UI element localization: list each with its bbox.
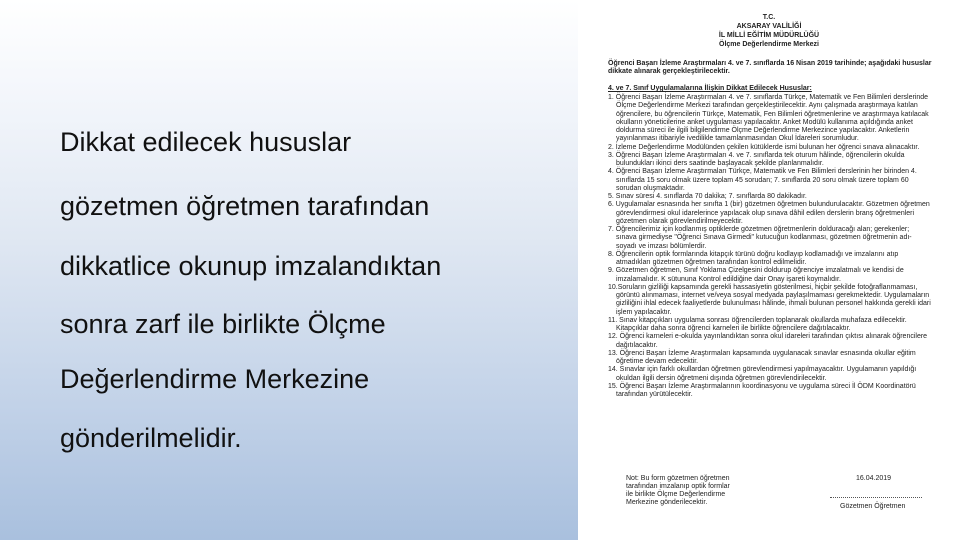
- doc-item-line: dağıtılacaktır.: [616, 341, 658, 349]
- doc-note-line: ile birlikte Ölçme Değerlendirme: [626, 491, 726, 498]
- doc-item-line: Ölçme Değerlendirme Merkezi tarafından gerçekleştirilecektir. Aynı çalışmada araştırmaya katılan: [616, 102, 918, 110]
- doc-item-line: 3. Öğrenci Başarı İzleme Araştırmaları 4. ve 7. sınıflarda tek oturum hâlinde, öğrencilerin okulda: [608, 151, 905, 159]
- doc-item-line: işlem yapılacaktır.: [616, 308, 672, 316]
- doc-item-line: doldurma süreci ile ilgili bilgilendirme Ölçme Değerlendirme Merkezince yapılacaktır. Anketlerin: [616, 127, 910, 134]
- doc-item-line: 8. Öğrencilerin optik formlarında kitapçık türünü doğru kodlayıp kodlamadığı ve imzalarını atıp: [608, 250, 899, 258]
- doc-section-title: 4. ve 7. Sınıf Uygulamalarına İlişkin Dikkat Edilecek Hususlar:: [608, 85, 812, 92]
- doc-item-line: 9. Gözetmen öğretmen, Sınıf Yoklama Çizelgesini doldurup öğrenciye imzalatmalı ve kendisi de: [608, 267, 904, 275]
- main-text-line: Değerlendirme Merkezine: [60, 364, 370, 394]
- doc-note-line: tarafından imzalanıp optik formlar: [626, 483, 730, 490]
- doc-item-line: 4. Öğrenci Başarı İzleme Araştırmaları Türkçe, Matematik ve Fen Bilimleri derslerinin her birinden 4.: [608, 168, 917, 176]
- doc-item-line: 10.Soruların gizliliği kapsamında gerekli hassasiyetin gösterilmesi, hiçbir şekilde fotoğraflanmaması,: [608, 283, 918, 291]
- doc-item-line: okulların yöneticilerine anket uygulaması yapılacaktır. Anket Modülü kullanıma açıldığında anket: [616, 118, 913, 126]
- main-text-line: gönderilmelidir.: [60, 423, 242, 453]
- doc-note-line: Not: Bu form gözetmen öğretmen: [626, 475, 730, 482]
- doc-date: 16.04.2019: [856, 475, 892, 482]
- doc-intro-line: dikkate alınarak gerçekleştirilecektir.: [608, 68, 730, 75]
- doc-item-line: tarafından yürütülecektir.: [616, 391, 693, 398]
- doc-item-line: gizliliğini ihlal edecek faaliyetlerde bulunulması hâlinde, ihmali bulunan personel hakkında gerekli idari: [616, 300, 931, 308]
- doc-item-line: sınava girmediyse "Öğrenci Sınava Girmedi" kutucuğun kodlanması, gözetmen öğretmenin adı-: [616, 234, 912, 242]
- document-image: [578, 0, 960, 540]
- doc-item-line: 6. Uygulamalar esnasında her sınıfta 1 (bir) gözetmen öğretmen bulundurulacaktır. Gözetmen öğretmen: [608, 201, 930, 209]
- doc-item-line: 14. Sınavlar için farklı okullardan öğretmen görevlendirmesi yapılmayacaktır. Uygulamanın yapıldığı: [608, 366, 917, 374]
- doc-item-line: yayınlanması itibariyle ivedilikle tamamlanmasından Okul İdareleri sorumludur.: [616, 135, 859, 143]
- doc-signature-label: Gözetmen Öğretmen: [840, 503, 906, 510]
- doc-item-line: 12. Öğrenci karneleri e-okulda yayınlandıktan sonra okul idareleri tarafından çıktısı alınarak öğrencilere: [608, 333, 928, 341]
- doc-item-line: 15. Öğrenci Başarı İzleme Araştırmalarının koordinasyonu ve uygulama süreci İl ÖDM Koordinatörü: [608, 382, 916, 390]
- doc-header-line: Ölçme Değerlendirme Merkezi: [719, 41, 819, 48]
- doc-item-line: 11. Sınav kitapçıkları uygulama sonrası öğrencilerden toplanarak okullarda muhafaza edilecektir.: [608, 316, 907, 324]
- doc-item-line: atmadıkları gözetmen öğretmen tarafından kontrol edilmelidir.: [616, 259, 807, 266]
- main-text-line: dikkatlice okunup imzalandıktan: [60, 251, 442, 281]
- doc-item-line: görevlendirmesi okul idarelerince yapılacak olup sınava dâhil edilen derslerin branş öğretmenleri: [616, 209, 915, 217]
- doc-item-line: öğretime devam edecektir.: [616, 358, 699, 365]
- doc-note-line: Merkezine gönderilecektir.: [626, 499, 708, 506]
- doc-header-line: AKSARAY VALİLİĞİ: [736, 23, 802, 30]
- doc-item-line: 7. Öğrencilerimiz için kodlanmış optiklerde gözetmen öğretmenlerin dolduracağı alan; gerekenler;: [608, 226, 910, 233]
- doc-item-line: gözetmen olarak görevlendirilmeyecektir.: [616, 217, 743, 225]
- doc-item-line: sınıflarda 15 soru olmak üzere toplam 45 sorudan; 7. sınıflarda 20 soru olmak üzere toplam 60: [616, 176, 909, 184]
- doc-item-line: imzalamalıdır. K sütununa Kontrol edildiğine dair Onay işareti koymalıdır.: [616, 275, 841, 283]
- doc-item-line: Kitapçıklar daha sonra öğrenci karneleri ile birlikte öğrencilere dağıtılacaktır.: [616, 325, 851, 332]
- doc-item-line: 2. İzleme Değerlendirme Modülünden çekilen kütüklerde ismi bulunan her öğrenci sınava alınacaktır.: [608, 143, 920, 151]
- doc-intro-line: Öğrenci Başarı İzleme Araştırmaları 4. ve 7. sınıflarda 16 Nisan 2019 tarihinde; aşağıdaki hususlar: [608, 60, 932, 67]
- doc-header-line: T.C.: [762, 14, 776, 21]
- main-text-line: gözetmen öğretmen tarafından: [60, 191, 430, 221]
- main-text-line: Dikkat edilecek hususlar: [60, 127, 352, 157]
- doc-item-line: bulundukları ikinci ders saatinde başlayacak şekilde planlanmalıdır.: [616, 160, 824, 167]
- doc-item-line: 13. Öğrenci Başarı İzleme Araştırmaları kapsamında uygulanacak sınavlar esnasında okullar eğitim: [608, 349, 916, 357]
- doc-item-line: soyadı ve imzası bölümlerdir.: [616, 242, 707, 250]
- doc-item-line: okuldan ilgili dersin öğretmeni dışında öğretmen görevlendirilecektir.: [616, 374, 827, 382]
- signature-line: [830, 497, 922, 498]
- doc-item-line: 1. Öğrenci Başarı İzleme Araştırmaları 4. ve 7. sınıflarda Türkçe, Matematik ve Fen Bilimleri derslerinde: [608, 94, 929, 101]
- doc-item-line: sorudan oluşmaktadır.: [616, 184, 685, 192]
- doc-item-line: 5. Sınav süresi 4. sınıflarda 70 dakika; 7. sınıflarda 80 dakikadır.: [608, 193, 807, 200]
- doc-item-line: öğrencilere, bu öğrencilerin Türkçe, Matematik, Fen Bilimleri öğretmenlerine ve araştırmaya katılacak: [616, 110, 929, 118]
- doc-item-line: görüntü alınmaması, internet ve/veya sosyal medyada paylaşılmaması gerekmektedir. Uygulamaların: [616, 292, 930, 299]
- main-text-line: sonra zarf ile birlikte Ölçme: [60, 309, 386, 339]
- doc-header-line: İL MİLLİ EĞİTİM MÜDÜRLÜĞÜ: [718, 32, 820, 39]
